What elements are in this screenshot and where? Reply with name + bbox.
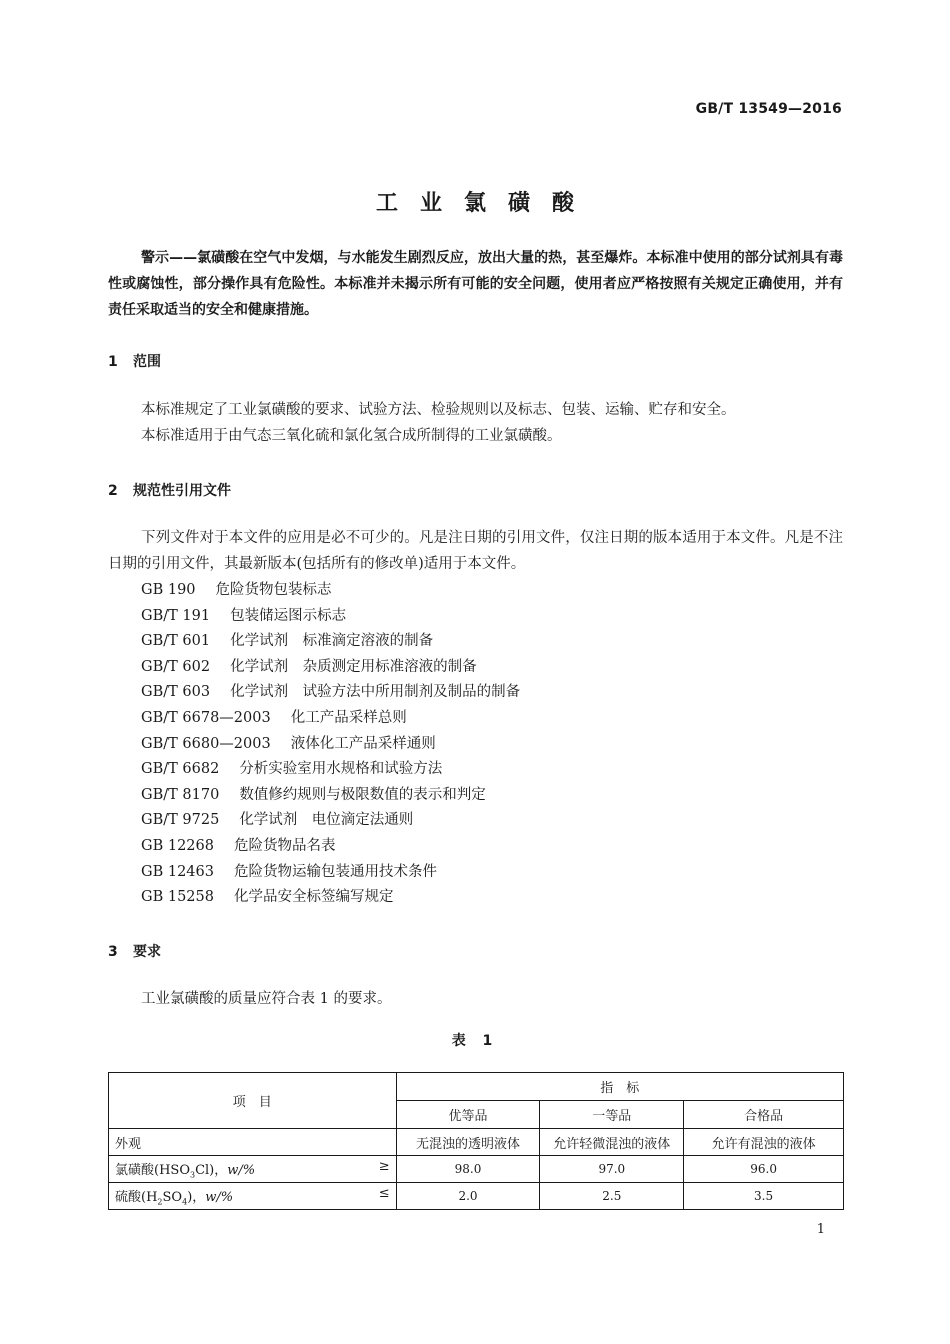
reference-code: GB 190 xyxy=(141,582,196,598)
reference-code: GB/T 6678—2003 xyxy=(141,709,271,726)
section-heading-scope xyxy=(108,351,161,371)
scope-paragraph-2: 本标准适用于由气态三氧化硫和氯化氢合成所制得的工业氯磺酸。 xyxy=(141,427,562,444)
comparison-symbol: ≥ xyxy=(378,1158,390,1174)
reference-title: 化学品安全标签编写规定 xyxy=(233,889,394,906)
reference-item xyxy=(141,629,520,655)
table-caption: 表 1 xyxy=(451,1033,499,1049)
table-header-index: 指 标 xyxy=(396,1073,843,1101)
table-cell: 无混浊的透明液体 xyxy=(396,1129,540,1156)
grade-header: 一等品 xyxy=(540,1101,684,1129)
row-item: 氯磺酸$(HSO_3Cl)$，w/% ≥ xyxy=(109,1156,397,1183)
scope-paragraph-1: 本标准规定了工业氯磺酸的要求、试验方法、检验规则以及标志、包装、运输、贮存和安全。 xyxy=(141,402,736,418)
normative-intro-text: 下列文件对于本文件的应用是必不可少的。凡是注日期的引用文件，仅注日期的版本适用于本文件。凡是不注日期的引用文件，其最新版本(包括所有的修改单)适用于本文件。 xyxy=(108,530,843,572)
grade-header: 优等品 xyxy=(396,1101,540,1129)
reference-code: GB/T 9725 xyxy=(141,812,220,829)
reference-title: 化学试剂 杂质测定用标准溶液的制备 xyxy=(230,658,477,675)
standard-code: GB/T 13549—2016 xyxy=(695,101,842,117)
comparison-symbol: ≤ xyxy=(378,1185,390,1201)
reference-title: 化学试剂 试验方法中所用制剂及制品的制备 xyxy=(230,684,521,701)
reference-code: GB 12463 xyxy=(141,863,214,880)
requirements-text xyxy=(108,987,843,1013)
reference-title: 包装储运图示标志 xyxy=(230,607,347,624)
reference-title: 液体化工产品采样通则 xyxy=(290,735,436,752)
reference-code: GB 15258 xyxy=(141,889,214,906)
reference-code: GB/T 8170 xyxy=(141,786,220,803)
reference-item xyxy=(141,834,520,860)
section-title: 范围 xyxy=(133,354,161,370)
spec-table xyxy=(108,1072,844,1210)
table-cell: 允许轻微混浊的液体 xyxy=(540,1129,684,1156)
reference-item xyxy=(141,808,520,834)
reference-item xyxy=(141,757,520,783)
reference-title: 化学试剂 标准滴定溶液的制备 xyxy=(230,633,434,650)
table-row xyxy=(109,1156,844,1183)
section-title: 规范性引用文件 xyxy=(133,483,231,499)
table-cell: 98.0 xyxy=(396,1156,540,1183)
section-number: 3 xyxy=(108,944,118,960)
row-item: 硫酸$(H_2SO_4)$，w/% ≤ xyxy=(109,1183,397,1210)
reference-item xyxy=(141,578,520,604)
table-cell: 3.5 xyxy=(684,1183,844,1210)
row-item: 外观 xyxy=(109,1129,397,1156)
reference-item xyxy=(141,885,520,911)
warning-paragraph: 警示——氯磺酸在空气中发烟，与水能发生剧烈反应，放出大量的热，甚至爆炸。本标准中使用的部分试剂具有毒性或腐蚀性，部分操作具有危险性。本标准并未揭示所有可能的安全问题，使用者应严格按照有关规定正确使用，并有责任采取适当的安全和健康措施。 xyxy=(108,250,843,318)
reference-item xyxy=(141,783,520,809)
section-heading-normative xyxy=(108,480,231,500)
table-cell: 允许有混浊的液体 xyxy=(684,1129,844,1156)
section-number: 2 xyxy=(108,483,118,499)
reference-code: GB/T 602 xyxy=(141,658,211,675)
reference-item xyxy=(141,655,520,681)
reference-item xyxy=(141,706,520,732)
grade-header: 合格品 xyxy=(684,1101,844,1129)
table-cell: 2.5 xyxy=(540,1183,684,1210)
table-row xyxy=(109,1129,844,1156)
reference-title: 化工产品采样总则 xyxy=(290,709,407,726)
reference-code: GB/T 603 xyxy=(141,684,211,701)
section-title: 要求 xyxy=(133,944,161,960)
reference-code: GB/T 6680—2003 xyxy=(141,735,271,752)
reference-title: 数值修约规则与极限数值的表示和判定 xyxy=(239,786,486,803)
scope-text xyxy=(108,398,843,449)
reference-title: 危险货物品名表 xyxy=(233,837,336,854)
reference-title: 化学试剂 电位滴定法通则 xyxy=(239,812,414,829)
reference-code: GB/T 601 xyxy=(141,633,211,650)
table-cell: 96.0 xyxy=(684,1156,844,1183)
section-number: 1 xyxy=(108,354,118,370)
reference-list xyxy=(141,578,520,911)
page-number: 1 xyxy=(816,1222,825,1237)
requirements-sentence: 工业氯磺酸的质量应符合表 1 的要求。 xyxy=(141,991,392,1007)
reference-item xyxy=(141,604,520,630)
reference-code: GB/T 6682 xyxy=(141,761,220,778)
table-cell: 97.0 xyxy=(540,1156,684,1183)
table-row xyxy=(109,1183,844,1210)
table-header-item: 项 目 xyxy=(109,1073,397,1129)
reference-item xyxy=(141,732,520,758)
reference-code: GB 12268 xyxy=(141,837,214,854)
reference-title: 危险货物运输包装通用技术条件 xyxy=(233,863,437,880)
reference-code: GB/T 191 xyxy=(141,607,211,624)
reference-title: 分析实验室用水规格和试验方法 xyxy=(239,761,443,778)
document-title: 工业氯磺酸 xyxy=(375,191,596,216)
normative-intro xyxy=(108,526,843,577)
reference-title: 危险货物包装标志 xyxy=(215,582,332,598)
table-cell: 2.0 xyxy=(396,1183,540,1210)
reference-item xyxy=(141,860,520,886)
reference-item xyxy=(141,680,520,706)
section-heading-requirements xyxy=(108,941,161,961)
